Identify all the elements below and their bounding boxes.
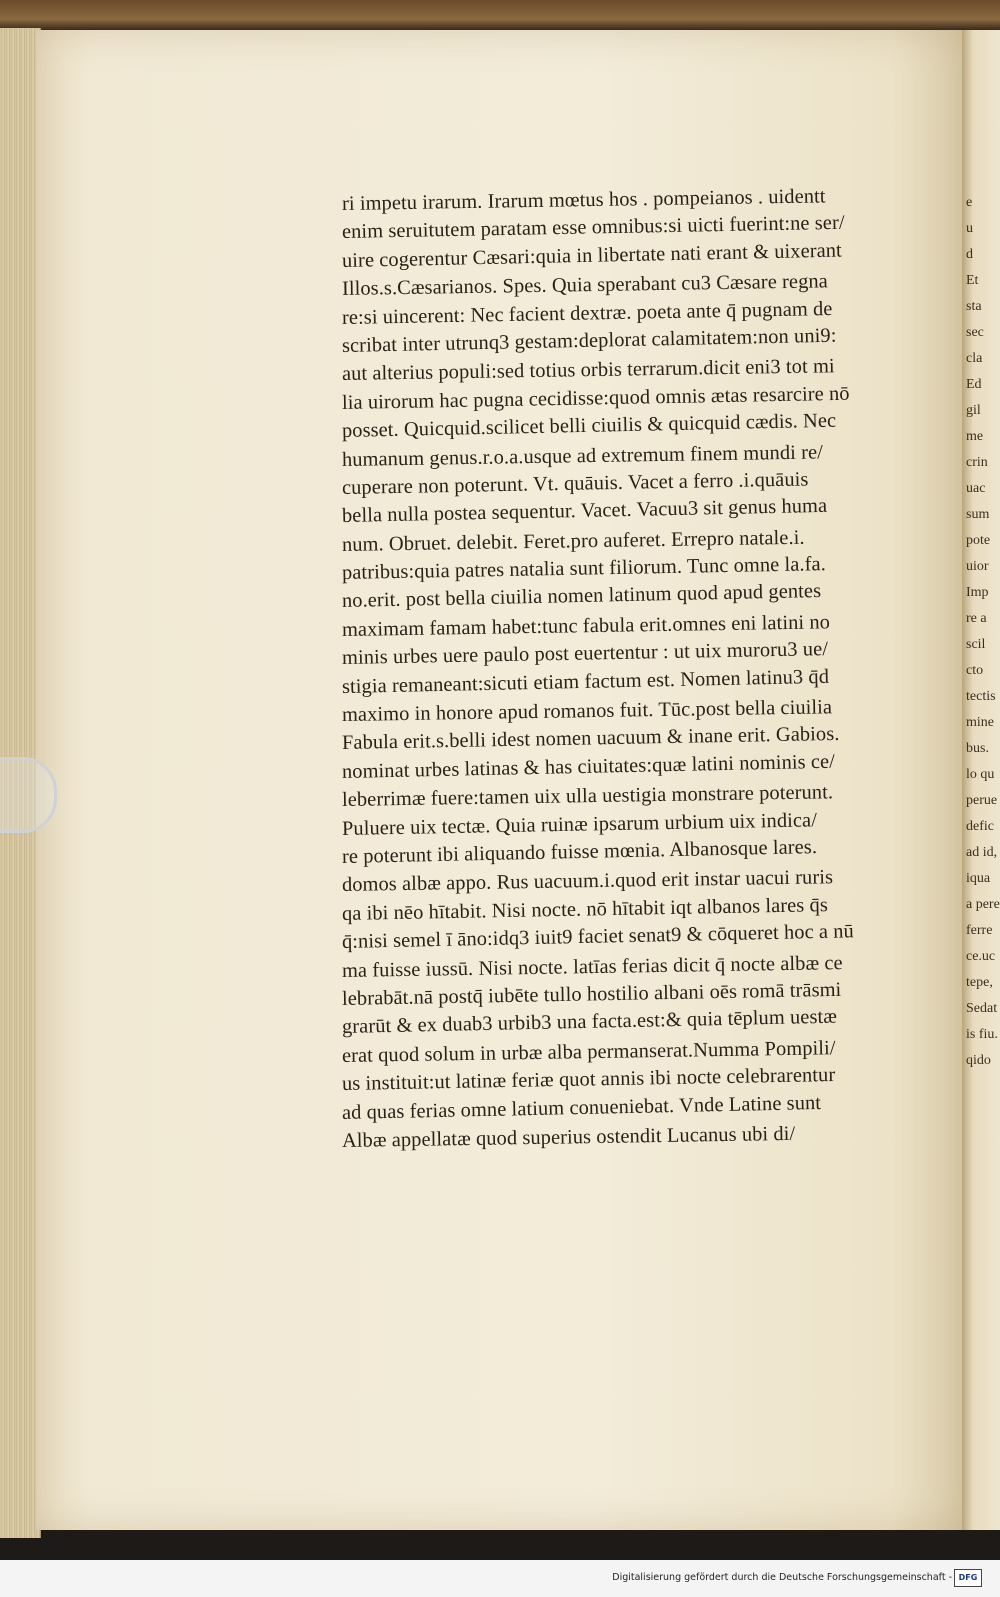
facing-page-fragment: sta — [966, 299, 982, 314]
book-top-edge — [0, 0, 1000, 32]
footer-bar — [0, 1560, 1000, 1597]
text-line: bella nulla postea sequentur. Vacet. Vacuu3 sit genus huma — [341, 495, 828, 528]
text-line: num. Obruet. delebit. Feret.pro auferet. Errepro natale.i. — [341, 526, 805, 556]
facing-page-fragment: ce.uc — [966, 949, 996, 964]
facing-page-fragment: iqua — [966, 871, 991, 886]
facing-page-fragment: sec — [966, 325, 984, 340]
text-line: posset. Quicquid.scilicet belli ciuilis & quicquid cædis. Nec — [341, 409, 837, 443]
facing-page-fragment: is fiu. — [966, 1027, 998, 1042]
text-line: Albæ appellatæ quod superius ostendit Lucanus ubi di/ — [341, 1122, 796, 1152]
text-line: maximo in honore apud romanos fuit. Tūc.post bella ciuilia — [341, 696, 833, 727]
facing-page-fragment: crin — [966, 455, 988, 470]
text-line: enim seruitutem paratam esse omnibus:si uicti fuerint:ne ser/ — [341, 212, 845, 244]
text-line: scribat inter utrunq3 gestam:deplorat calamitatem:non uni9: — [341, 324, 837, 357]
facing-page-fragment: ferre — [966, 923, 993, 938]
text-line: Puluere uix tectæ. Quia ruinæ ipsarum urbium uix indica/ — [341, 808, 818, 840]
facing-page-fragment: tectis — [966, 689, 996, 704]
text-line: Fabula erit.s.belli idest nomen uacuum & inane erit. Gabios. — [341, 723, 840, 755]
text-line: Illos.s.Cæsarianos. Spes. Quia sperabant cu3 Cæsare regna — [341, 270, 829, 301]
facing-page-fragment: Ed — [966, 377, 982, 392]
text-line: domos albæ appo. Rus uacuum.i.quod erit instar uacui ruris — [341, 866, 834, 897]
text-line: erat quod solum in urbæ alba permanserat.Numma Pompili/ — [341, 1036, 836, 1067]
text-line: ad quas ferias omne latium conueniebat. Vnde Latine sunt — [341, 1091, 822, 1124]
facing-page-fragment: lo qu — [966, 767, 995, 782]
facing-page-edge — [962, 30, 1000, 1530]
facing-page-fragment: sum — [966, 507, 990, 522]
facing-page-fragment: bus. — [966, 741, 989, 756]
facing-page-fragment: e — [966, 195, 973, 210]
facing-page-fragment: mine — [966, 715, 994, 730]
facing-page-fragment: gil — [966, 403, 981, 418]
text-line: ma fuisse iussū. Nisi nocte. latīas ferias dicit q̄ nocte albæ ce — [341, 951, 843, 982]
text-line: uire cogerentur Cæsari:quia in libertate nati erant & uixerant — [341, 239, 843, 272]
funding-credit: Digitalisierung gefördert durch die Deutsche Forschungsgemeinschaft - — [612, 1572, 952, 1583]
text-line: stigia remaneant:sicuti etiam factum est. Nomen latinu3 q̄d — [341, 665, 830, 698]
facing-page-fragment: qido — [966, 1053, 991, 1068]
text-line: re:si uincerent: Nec facient dextræ. poeta ante q̄ pugnam de — [341, 297, 833, 329]
facing-page-fragment: ad id, — [966, 845, 998, 860]
text-line: patribus:quia patres natalia sunt filiorum. Tunc omne la.fa. — [341, 553, 827, 585]
facing-page-fragment: perue — [966, 793, 998, 808]
text-line: minis urbes uere paulo post euertentur : ut uix muroru3 ue/ — [341, 638, 829, 670]
facing-page-fragment: cto — [966, 663, 984, 678]
text-line: nominat urbes latinas & has ciuitates:quæ latini nominis ce/ — [341, 750, 836, 783]
text-line: leberrimæ fuere:tamen uix ulla uestigia monstrare poterunt. — [341, 781, 834, 812]
facing-page-fragment: Sedat — [966, 1001, 998, 1016]
facing-page-fragment: uac — [966, 481, 986, 496]
facing-page-fragment: tepe, — [966, 975, 993, 990]
text-line: cuperare non poterunt. Vt. quāuis. Vacet a ferro .i.quāuis — [341, 468, 809, 499]
text-line: re poterunt ibi aliquando fuisse mœnia. Albanosque lares. — [341, 836, 818, 868]
facing-page-fragment: me — [966, 429, 984, 444]
facing-page-fragment: re a — [966, 611, 987, 626]
text-line: aut alterius populi:sed totius orbis terrarum.dicit eni3 tot mi — [341, 355, 835, 386]
facing-page-fragment: defic — [966, 819, 994, 834]
facing-page-fragment: pote — [966, 533, 991, 548]
facing-page-fragment: u — [966, 221, 973, 236]
facing-page-fragment: Imp — [966, 585, 989, 600]
text-line: us instituit:ut latinæ feriæ quot annis ibi nocte celebrarentur — [341, 1064, 836, 1096]
text-line: humanum genus.r.o.a.usque ad extremum finem mundi re/ — [341, 440, 824, 471]
main-text-block — [341, 185, 912, 1155]
facing-page-fragment: Et — [966, 273, 979, 288]
text-line: q̄:nisi semel ī āno:idq3 iuit9 faciet senat9 & cōqueret hoc a nū — [341, 920, 855, 954]
facing-page-fragment: scil — [966, 637, 986, 652]
text-line: grarūt & ex duab3 urbib3 una facta.est:& quia tēplum uestæ — [341, 1005, 838, 1039]
facing-page-fragment: cla — [966, 351, 983, 366]
text-line: lia uirorum hac pugna cecidisse:quod omnis ætas resarcire nō — [341, 382, 850, 414]
text-line: ri impetu irarum. Irarum mœtus hos . pompeianos . uidentt — [341, 185, 826, 215]
text-line: qa ibi nēo hītabit. Nisi nocte. nō hītabit iqt albanos lares q̄s — [341, 893, 829, 925]
text-line: maximam famam habet:tunc fabula erit.omnes eni latini no — [341, 611, 831, 641]
text-line: lebrabāt.nā postq̄ iubēte tullo hostilio albani oēs romā trāsmi — [341, 978, 842, 1010]
facing-page-fragment: a pere — [966, 897, 1000, 912]
text-line: no.erit. post bella ciuilia nomen latinum quod apud gentes — [341, 580, 822, 613]
dfg-logo-icon: DFG — [954, 1569, 982, 1587]
facing-page-fragment: uior — [966, 559, 989, 574]
facing-page-fragment: d — [966, 247, 973, 262]
facing-page-fragments — [966, 190, 1000, 1074]
